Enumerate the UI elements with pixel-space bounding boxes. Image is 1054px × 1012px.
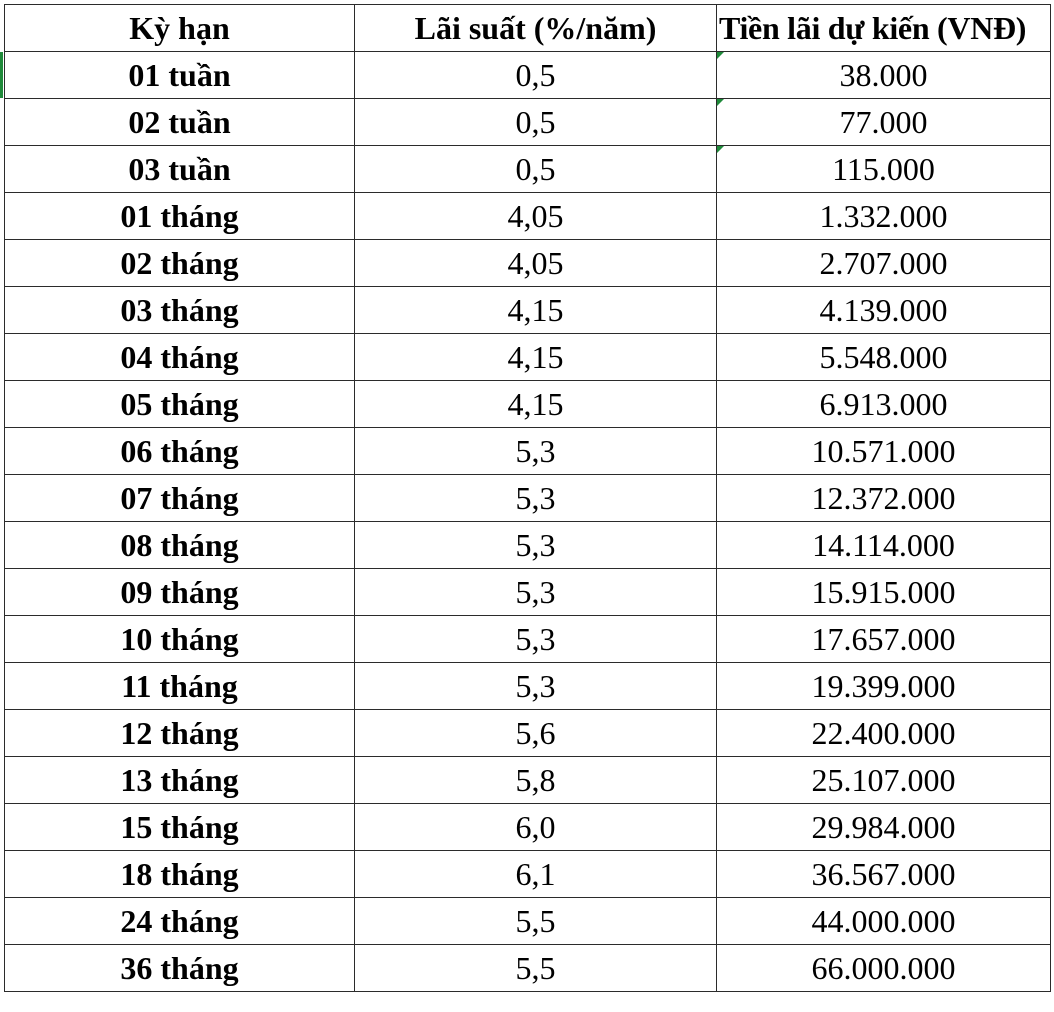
interest-rate-table <box>4 4 1051 992</box>
cell-rate[interactable]: 5,3 <box>355 663 717 710</box>
header-term[interactable]: Kỳ hạn <box>5 5 355 52</box>
table-row <box>5 757 1051 804</box>
cell-rate[interactable]: 4,15 <box>355 287 717 334</box>
cell-rate[interactable]: 4,05 <box>355 240 717 287</box>
cell-term[interactable]: 04 tháng <box>5 334 355 381</box>
cell-rate[interactable]: 4,15 <box>355 381 717 428</box>
cell-rate[interactable]: 0,5 <box>355 146 717 193</box>
cell-interest[interactable]: 12.372.000 <box>717 475 1051 522</box>
table-row <box>5 428 1051 475</box>
cell-rate[interactable]: 5,3 <box>355 522 717 569</box>
table-row <box>5 240 1051 287</box>
cell-term[interactable]: 12 tháng <box>5 710 355 757</box>
cell-rate[interactable]: 0,5 <box>355 99 717 146</box>
cell-rate[interactable]: 5,5 <box>355 945 717 992</box>
cell-term[interactable]: 18 tháng <box>5 851 355 898</box>
table-row <box>5 616 1051 663</box>
cell-interest[interactable]: 22.400.000 <box>717 710 1051 757</box>
cell-interest[interactable]: 25.107.000 <box>717 757 1051 804</box>
cell-interest[interactable]: 17.657.000 <box>717 616 1051 663</box>
cell-rate[interactable]: 6,1 <box>355 851 717 898</box>
cell-term[interactable]: 07 tháng <box>5 475 355 522</box>
cell-interest[interactable]: 5.548.000 <box>717 334 1051 381</box>
active-cell-marker <box>0 52 3 98</box>
cell-interest[interactable]: 15.915.000 <box>717 569 1051 616</box>
cell-rate[interactable]: 6,0 <box>355 804 717 851</box>
table-row <box>5 334 1051 381</box>
cell-term[interactable]: 01 tuần <box>5 52 355 99</box>
cell-term[interactable]: 03 tuần <box>5 146 355 193</box>
table-row <box>5 475 1051 522</box>
cell-rate[interactable]: 5,3 <box>355 428 717 475</box>
cell-term[interactable]: 09 tháng <box>5 569 355 616</box>
cell-interest[interactable]: 1.332.000 <box>717 193 1051 240</box>
cell-rate[interactable]: 4,15 <box>355 334 717 381</box>
cell-interest[interactable]: 36.567.000 <box>717 851 1051 898</box>
table-row <box>5 146 1051 193</box>
table-row <box>5 898 1051 945</box>
cell-term[interactable]: 13 tháng <box>5 757 355 804</box>
cell-term[interactable]: 36 tháng <box>5 945 355 992</box>
cell-interest[interactable]: 29.984.000 <box>717 804 1051 851</box>
table-row <box>5 522 1051 569</box>
table-row <box>5 663 1051 710</box>
cell-term[interactable]: 10 tháng <box>5 616 355 663</box>
cell-rate[interactable]: 5,3 <box>355 616 717 663</box>
table-row <box>5 569 1051 616</box>
cell-rate[interactable]: 5,3 <box>355 475 717 522</box>
header-interest[interactable]: Tiền lãi dự kiến (VNĐ) <box>717 5 1051 52</box>
cell-interest[interactable]: 44.000.000 <box>717 898 1051 945</box>
cell-interest[interactable]: 4.139.000 <box>717 287 1051 334</box>
table-row <box>5 945 1051 992</box>
cell-term[interactable]: 02 tuần <box>5 99 355 146</box>
table-row <box>5 99 1051 146</box>
cell-term[interactable]: 06 tháng <box>5 428 355 475</box>
cell-rate[interactable]: 0,5 <box>355 52 717 99</box>
cell-interest[interactable]: 6.913.000 <box>717 381 1051 428</box>
cell-term[interactable]: 24 tháng <box>5 898 355 945</box>
cell-interest[interactable]: 77.000 <box>717 99 1051 146</box>
cell-interest[interactable]: 66.000.000 <box>717 945 1051 992</box>
table-row <box>5 287 1051 334</box>
cell-interest[interactable]: 38.000 <box>717 52 1051 99</box>
cell-rate[interactable]: 5,5 <box>355 898 717 945</box>
cell-interest[interactable]: 10.571.000 <box>717 428 1051 475</box>
cell-rate[interactable]: 4,05 <box>355 193 717 240</box>
table-row <box>5 851 1051 898</box>
cell-rate[interactable]: 5,3 <box>355 569 717 616</box>
cell-term[interactable]: 05 tháng <box>5 381 355 428</box>
cell-term[interactable]: 02 tháng <box>5 240 355 287</box>
cell-rate[interactable]: 5,8 <box>355 757 717 804</box>
cell-rate[interactable]: 5,6 <box>355 710 717 757</box>
cell-interest[interactable]: 2.707.000 <box>717 240 1051 287</box>
table-row <box>5 710 1051 757</box>
cell-interest[interactable]: 115.000 <box>717 146 1051 193</box>
cell-term[interactable]: 03 tháng <box>5 287 355 334</box>
cell-term[interactable]: 11 tháng <box>5 663 355 710</box>
cell-term[interactable]: 01 tháng <box>5 193 355 240</box>
table-row <box>5 193 1051 240</box>
cell-term[interactable]: 15 tháng <box>5 804 355 851</box>
cell-interest[interactable]: 19.399.000 <box>717 663 1051 710</box>
table-row <box>5 381 1051 428</box>
header-rate[interactable]: Lãi suất (%/năm) <box>355 5 717 52</box>
table-row <box>5 804 1051 851</box>
header-row <box>5 5 1051 52</box>
table-row <box>5 52 1051 99</box>
cell-term[interactable]: 08 tháng <box>5 522 355 569</box>
cell-interest[interactable]: 14.114.000 <box>717 522 1051 569</box>
